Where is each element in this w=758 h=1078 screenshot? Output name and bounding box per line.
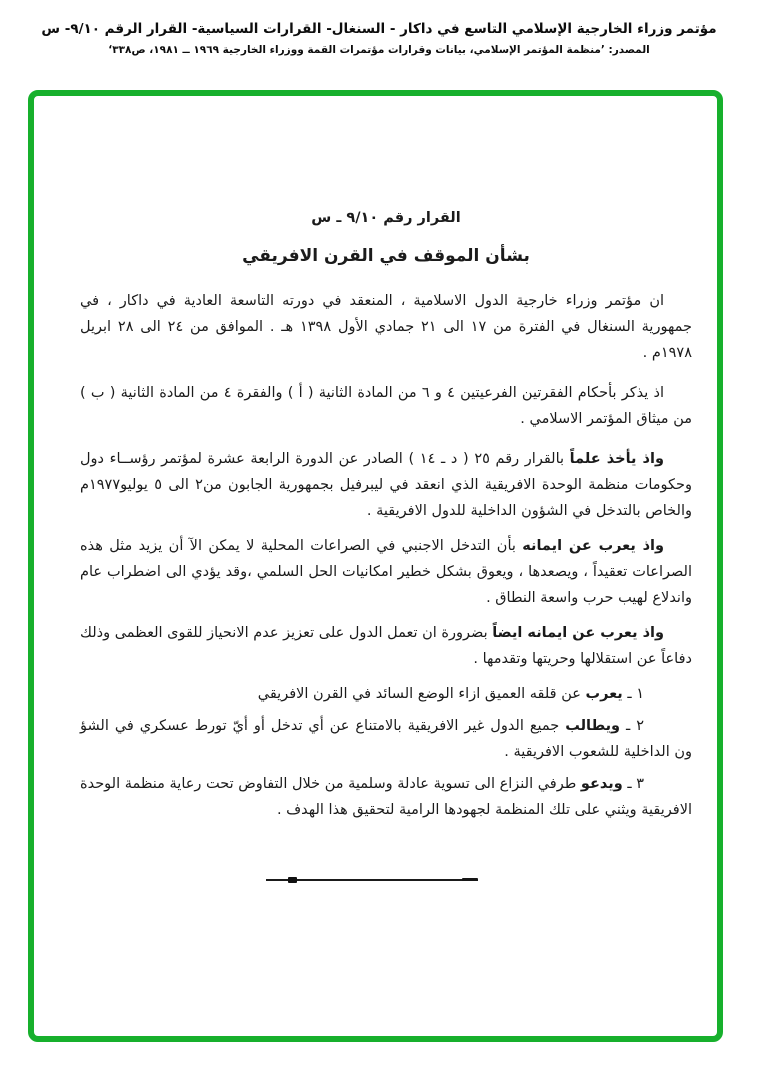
paragraph-lead: واذ يأخذ علماً — [569, 451, 664, 467]
operative-clause-3 — [80, 771, 692, 823]
resolution-subject-title: بشأن الموقف في القرن الافريقي — [242, 246, 530, 266]
header-citation-line: المصدر: ’منظمة المؤتمر الإسلامي، بيانات وقرارات مؤتمرات القمة ووزراء الخارجية ١٩٦٩ ــ ١٩٨١، ص٣٣٨‘ — [108, 44, 650, 56]
clause-lead: ويدعو — [580, 776, 623, 792]
paragraph-text: بالقرار رقم ٢٥ ( د ـ ١٤ ) الصادر عن الدورة الرابعة عشرة لمؤتمر رؤســاء دول وحكومات منظمة الوحدة الافريقية الذي انعقد في ليبرفيل بجمهورية الجابون من٢ الى ٥ يوليو١٩٧٧م والخاص بالتدخل في الشؤون الداخلية للدول الافريقية . — [80, 451, 692, 519]
clause-text: طرفي النزاع الى تسوية عادلة وسلمية من خلال التفاوض تحت رعاية منظمة الوحدة الافريقية ويثني على تلك المنظمة لجهودها الرامية لتحقيق هذا الهدف . — [80, 776, 692, 818]
clause-number: ٢ ـ — [620, 718, 645, 734]
paragraph-lead: واذ يعرب عن ايمانه — [522, 538, 664, 554]
header-source-line: مؤتمر وزراء الخارجية الإسلامي التاسع في داكار - السنغال- القرارات السياسية- القرار الرقم ٩/١٠- س — [41, 21, 717, 37]
paragraph-text: بأن التدخل الاجنبي في الصراعات المحلية لا يمكن الآ أن يزيد مثل هذه الصراعات تعقيداً ، ويصعدها ، ويعوق بشكل خطير امكانيات الحل السلمي ،وقد يؤدي الى اضطراب عام واندلاع لهيب حرب واسعة النطاق . — [80, 538, 692, 606]
clause-text: جميع الدول غير الافريقية بالامتناع عن أي تدخل أو أيّ تورط عسكري في الشؤ ون الداخلية للشعوب الافريقية . — [80, 718, 692, 760]
paragraph-text: ان مؤتمر وزراء خارجية الدول الاسلامية ، المنعقد في دورته التاسعة العادية في داكار ، في جمهورية السنغال في الفترة من ١٧ الى ٢١ جمادي الأول ١٣٩٨ هـ . الموافق من ٢٤ الى ٢٨ ابريل ١٩٧٨م . — [80, 293, 692, 361]
resolution-number-title: القرار رقم ٩/١٠ ـ س — [311, 210, 461, 226]
paragraph-preamble-2 — [80, 380, 692, 432]
clause-lead: ويطالب — [565, 718, 621, 734]
paragraph-preamble-4 — [80, 533, 692, 611]
page-header — [0, 20, 758, 57]
paragraph-lead: واذ يعرب عن ايمانه ايضاً — [492, 625, 664, 641]
paragraph-text: بضرورة ان تعمل الدول على تعزيز عدم الانحياز للقوى العظمى وذلك دفاعاً عن استقلالها وحريتها وتقدمها . — [80, 625, 692, 667]
clause-number: ١ ـ — [622, 686, 644, 702]
paragraph-text: اذ يذكر بأحكام الفقرتين الفرعيتين ٤ و ٦ من المادة الثانية ( أ ) والفقرة ٤ من المادة الثانية ( ب ) من ميثاق المؤتمر الاسلامي . — [80, 385, 692, 427]
clause-text: عن قلقه العميق ازاء الوضع السائد في القرن الافريقي — [257, 686, 586, 702]
paragraph-preamble-5 — [80, 620, 692, 672]
paragraph-preamble-1 — [80, 288, 692, 366]
operative-clause-2 — [80, 713, 692, 765]
paragraph-preamble-3 — [80, 446, 692, 524]
end-of-text-divider — [266, 879, 478, 881]
operative-clause-1 — [80, 681, 692, 707]
document-body — [80, 205, 692, 881]
clause-lead: يعرب — [585, 686, 623, 702]
clause-number: ٣ ـ — [622, 776, 644, 792]
